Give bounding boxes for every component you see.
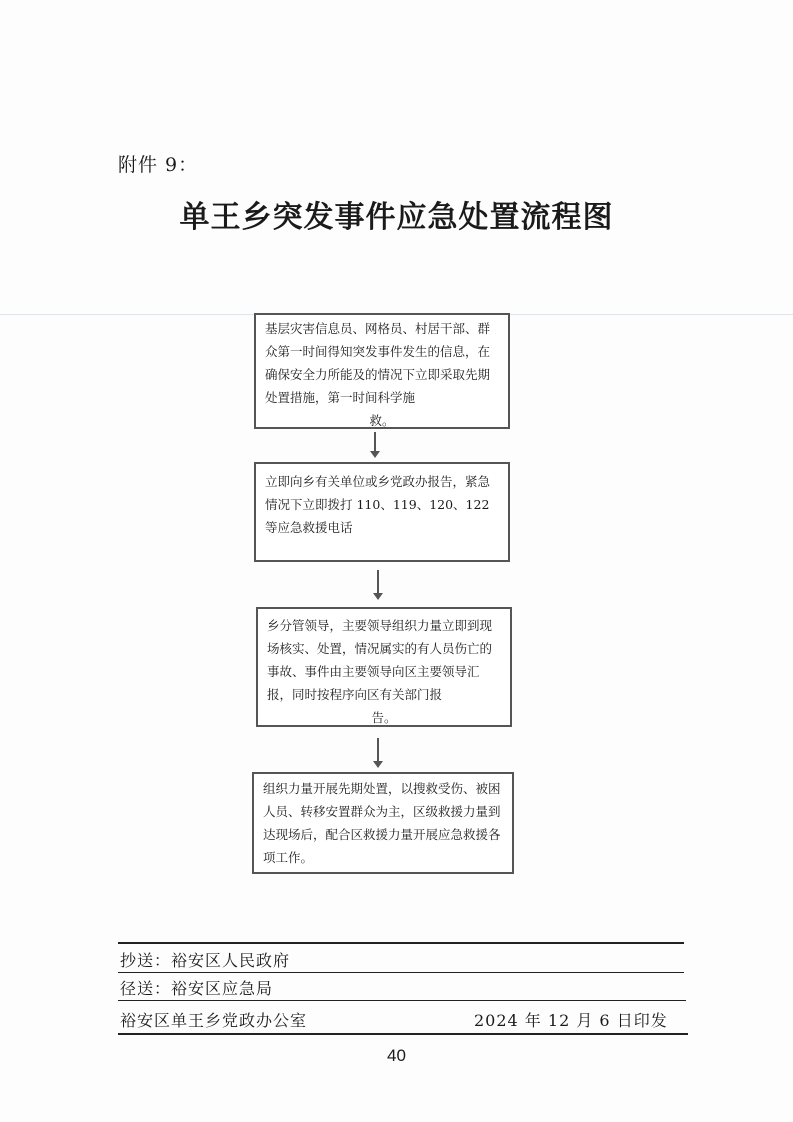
footer-rule-mid [118, 972, 684, 973]
flow-step-3 [256, 607, 512, 727]
footer-date: 2024 年 12 月 6 日印发 [474, 1011, 668, 1030]
footer-cc: 抄送：裕安区人民政府 [120, 951, 291, 970]
flow-arrow-2 [377, 570, 379, 594]
page-number: 40 [387, 1046, 406, 1065]
flow-step-1-tail: 救。 [369, 413, 395, 428]
flow-step-3-tail: 告。 [371, 710, 397, 725]
flow-step-2-text: 立即向乡有关单位或乡党政办报告，紧急情况下立即拨打 110、119、120、122 等应急救援电话 [265, 474, 491, 535]
footer-issuer: 裕安区单王乡党政办公室 [120, 1011, 308, 1030]
flow-step-3-text: 乡分管领导，主要领导组织力量立即到现场核实、处置，情况属实的有人员伤亡的事故、事件由主要领导向区主要领导汇报，同时按程序向区有关部门报 [267, 618, 493, 702]
flow-arrow-1 [374, 432, 376, 452]
footer-rule-top [118, 942, 684, 944]
footer-rule-lower [118, 1000, 686, 1001]
page-title: 单王乡突发事件应急处置流程图 [179, 200, 614, 235]
attachment-label: 附件 9： [118, 154, 199, 176]
flow-step-1 [254, 313, 510, 429]
flow-step-4-text: 组织力量开展先期处置，以搜救受伤、被困人员、转移安置群众为主，区级救援力量到达现场后，配合区救援力量开展应急救援各项工作。 [263, 781, 501, 865]
flow-step-2 [254, 462, 510, 562]
flow-step-1-text: 基层灾害信息员、网格员、村居干部、群众第一时间得知突发事件发生的信息，在确保安全力所能及的情况下立即采取先期处置措施，第一时间科学施 [265, 321, 491, 405]
flow-step-4 [252, 772, 514, 874]
footer-rule-bottom [118, 1033, 688, 1035]
footer-forward: 径送：裕安区应急局 [120, 979, 274, 998]
flow-arrow-3 [377, 738, 379, 762]
